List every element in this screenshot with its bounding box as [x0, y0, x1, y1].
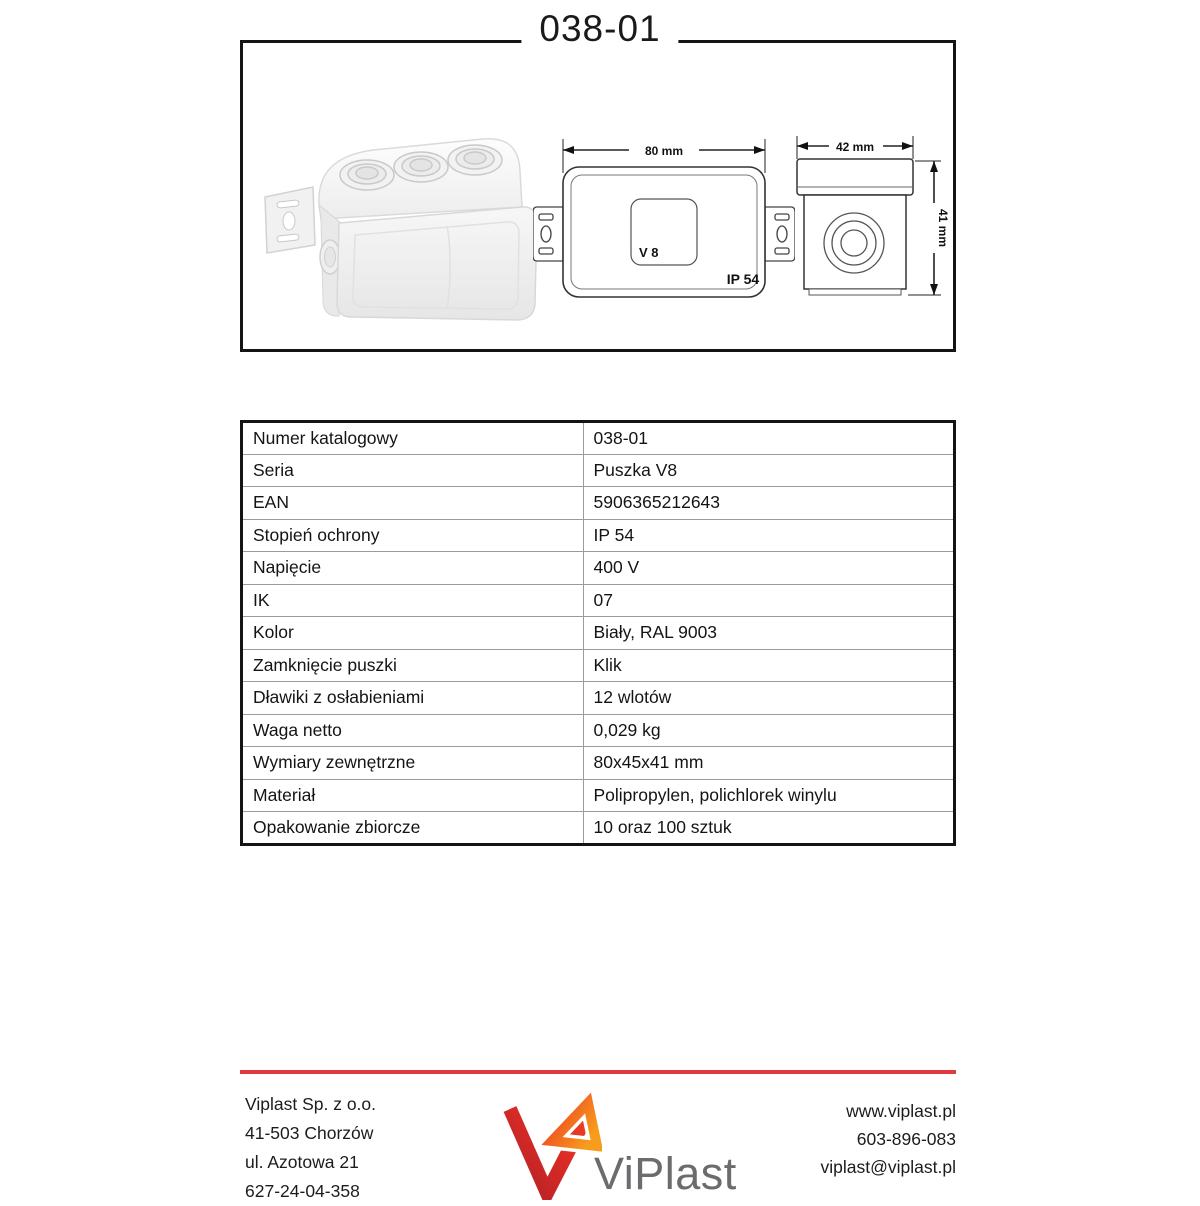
table-row — [242, 779, 955, 812]
side-width-dim-label: 42 mm — [835, 140, 875, 154]
contact-phone: 603-896-083 — [856, 1129, 956, 1149]
table-row — [242, 617, 955, 650]
spec-value: Biały, RAL 9003 — [583, 617, 955, 650]
table-row — [242, 422, 955, 455]
spec-value: 07 — [583, 584, 955, 617]
front-ip-label: IP 54 — [726, 271, 760, 287]
company-name: Viplast Sp. z o.o. — [245, 1094, 377, 1114]
footer-divider — [240, 1070, 956, 1074]
spec-label: Waga netto — [242, 714, 584, 747]
spec-label: Napięcie — [242, 552, 584, 585]
contact-website: www.viplast.pl — [846, 1101, 956, 1121]
spec-table-section — [240, 420, 956, 846]
spec-value: 0,029 kg — [583, 714, 955, 747]
table-row — [242, 812, 955, 845]
spec-label: Opakowanie zbiorcze — [242, 812, 584, 845]
spec-table — [240, 420, 956, 846]
table-row — [242, 714, 955, 747]
table-row — [242, 682, 955, 715]
table-row — [242, 519, 955, 552]
mounting-bracket — [265, 187, 315, 253]
front-model-label: V 8 — [639, 245, 659, 260]
spec-value: 400 V — [583, 552, 955, 585]
logo-wordmark: ViPlast — [594, 1148, 737, 1199]
front-view-drawing — [533, 131, 795, 303]
front-width-dim-label: 80 mm — [644, 144, 684, 158]
spec-value: Puszka V8 — [583, 454, 955, 487]
spec-label: Dławiki z osłabieniami — [242, 682, 584, 715]
contact-email: viplast@viplast.pl — [820, 1157, 956, 1177]
spec-label: Kolor — [242, 617, 584, 650]
product-image-panel — [240, 40, 956, 352]
company-phone: 627-24-04-358 — [245, 1181, 360, 1201]
viplast-logo-mark-icon — [498, 1092, 602, 1200]
spec-value: 10 oraz 100 sztuk — [583, 812, 955, 845]
company-street: ul. Azotowa 21 — [245, 1152, 359, 1172]
side-view-drawing — [791, 131, 951, 306]
side-height-dim-label: 41 mm — [936, 208, 950, 248]
spec-value: Klik — [583, 649, 955, 682]
spec-value: 038-01 — [583, 422, 955, 455]
table-row — [242, 552, 955, 585]
spec-label: EAN — [242, 487, 584, 520]
spec-label: Zamknięcie puszki — [242, 649, 584, 682]
spec-value: Polipropylen, polichlorek winylu — [583, 779, 955, 812]
spec-value: 5906365212643 — [583, 487, 955, 520]
spec-label: Numer katalogowy — [253, 427, 398, 448]
spec-label: IK — [242, 584, 584, 617]
spec-value: 80x45x41 mm — [583, 747, 955, 780]
spec-label: Seria — [242, 454, 584, 487]
spec-label: Materiał — [242, 779, 584, 812]
spec-value: 12 wlotów — [583, 682, 955, 715]
footer-contact-block — [821, 1097, 956, 1181]
spec-value: IP 54 — [583, 519, 955, 552]
table-row — [242, 747, 955, 780]
page-title: 038-01 — [521, 8, 678, 50]
table-row — [242, 487, 955, 520]
footer-company-block — [245, 1090, 376, 1206]
table-row — [242, 649, 955, 682]
viplast-logo — [498, 1088, 737, 1200]
table-row — [242, 584, 955, 617]
company-city: 41-503 Chorzów — [245, 1123, 374, 1143]
spec-label: Wymiary zewnętrzne — [242, 747, 584, 780]
product-photo — [251, 105, 541, 333]
table-row — [242, 454, 955, 487]
spec-label: Stopień ochrony — [242, 519, 584, 552]
